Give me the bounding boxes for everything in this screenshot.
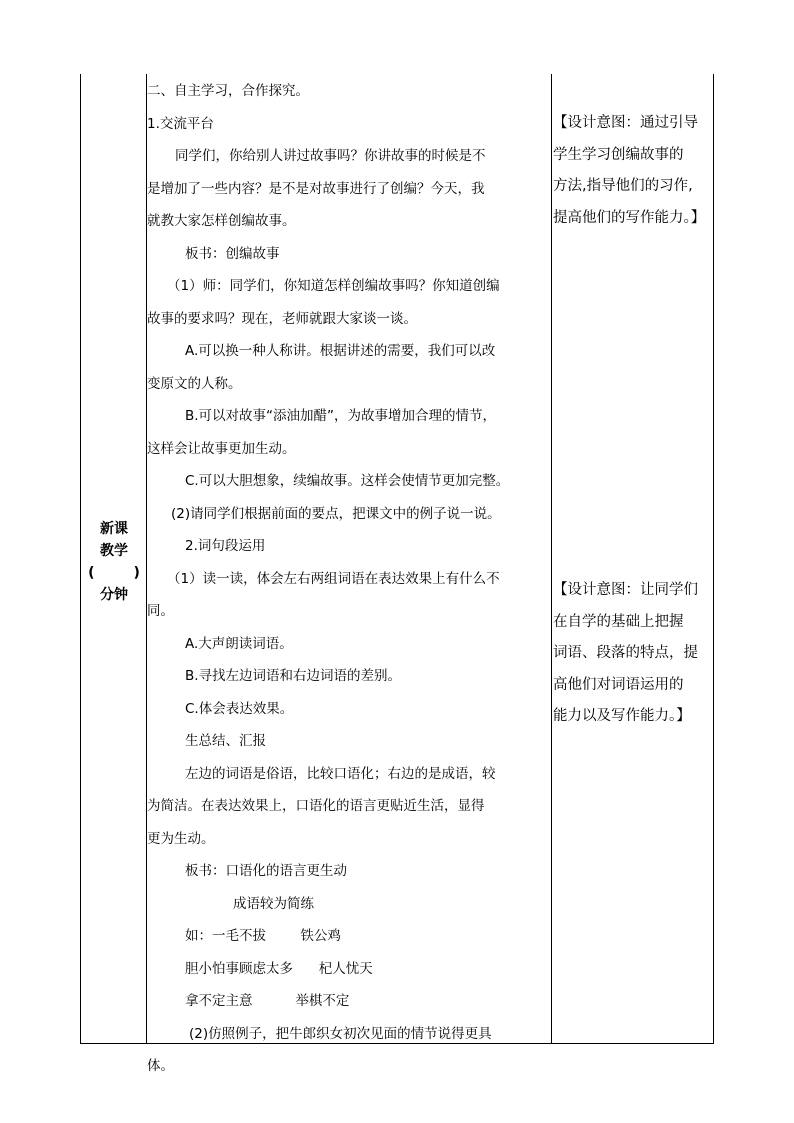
table-border-left: [80, 74, 81, 1044]
example-pair: 如：一毛不拔 铁公鸡: [185, 928, 341, 944]
content-line: （1）读一读，体会左右两组词语在表达效果上有什么不: [167, 570, 500, 587]
content-line: 生总结、汇报: [185, 733, 266, 749]
content-line: （1）师：同学们，你知道怎样创编故事吗？你知道创编: [167, 278, 500, 294]
lesson-content: [147, 75, 551, 1083]
content-line: 为简洁。在表达效果上，口语化的语言更贴近生活，显得: [147, 798, 485, 814]
content-line: (2)仿照例子，把牛郎织女初次见面的情节说得更具: [189, 1025, 492, 1042]
row-label-line: 新课: [100, 521, 128, 537]
section-heading: 二、自主学习，合作探究。: [147, 83, 309, 99]
design-note-line: 在自学的基础上把握: [553, 613, 684, 630]
design-note-line: 【设计意图：通过引导: [553, 115, 698, 131]
row-label-minutes-blank: ( ): [88, 565, 140, 581]
design-note-line: 学生学习创编故事的: [553, 146, 684, 163]
table-divider-note: [551, 74, 552, 1044]
row-label-line: 教学: [100, 543, 128, 559]
subsection-heading: 2.词句段运用: [185, 538, 266, 554]
design-note-line: 能力以及写作能力。】: [553, 708, 691, 724]
content-line: (2)请同学们根据前面的要点，把课文中的例子说一说。: [171, 505, 501, 522]
content-line: 变原文的人称。: [147, 375, 242, 392]
design-note-line: 提高他们的写作能力。】: [553, 209, 706, 226]
table-border-right: [713, 74, 714, 1044]
content-line: A.大声朗读词语。: [185, 635, 293, 652]
content-line: 是增加了一些内容？是不是对故事进行了创编？今天，我: [147, 180, 485, 197]
content-line: 更为生动。: [147, 830, 215, 847]
design-note-1: [553, 108, 713, 234]
content-line: 就教大家怎样创编故事。: [147, 213, 296, 229]
content-line: B.寻找左边词语和右边词语的差别。: [185, 668, 402, 684]
design-note-line: 词语、段落的特点，提: [553, 645, 698, 661]
row-label-new-lesson: [82, 518, 146, 606]
subsection-heading: 1.交流平台: [147, 115, 214, 132]
design-note-line: 方法,指导他们的习作,: [553, 178, 693, 194]
content-line: 同学们，你给别人讲过故事吗？你讲故事的时候是不: [175, 148, 486, 164]
blackboard-note: 成语较为简练: [233, 895, 314, 912]
content-line: C.体会表达效果。: [185, 700, 294, 717]
content-line: A.可以换一种人称讲。根据讲述的需要，我们可以改: [185, 343, 496, 359]
blackboard-note: 板书：创编故事: [185, 245, 280, 262]
design-note-line: 【设计意图：让同学们: [553, 582, 698, 598]
content-line: 故事的要求吗？现在，老师就跟大家谈一谈。: [147, 310, 417, 327]
design-note-2: [553, 575, 713, 733]
content-line: 体。: [147, 1058, 174, 1074]
content-line: 左边的词语是俗语，比较口语化；右边的是成语，较: [185, 765, 496, 782]
example-pair: 胆小怕事顾虑太多 杞人忧天: [185, 960, 373, 977]
content-line: C.可以大胆想象，续编故事。这样会使情节更加完整。: [185, 473, 510, 489]
content-line: B.可以对故事“添油加醋”，为故事增加合理的情节，: [185, 408, 497, 424]
content-line: 同。: [147, 603, 174, 619]
example-pair: 拿不定主意 举棋不定: [185, 993, 350, 1009]
blackboard-note: 板书：口语化的语言更生动: [185, 863, 347, 879]
design-note-line: 高他们对词语运用的: [553, 676, 684, 693]
row-label-line: 分钟: [100, 587, 128, 603]
content-line: 这样会让故事更加生动。: [147, 440, 296, 457]
